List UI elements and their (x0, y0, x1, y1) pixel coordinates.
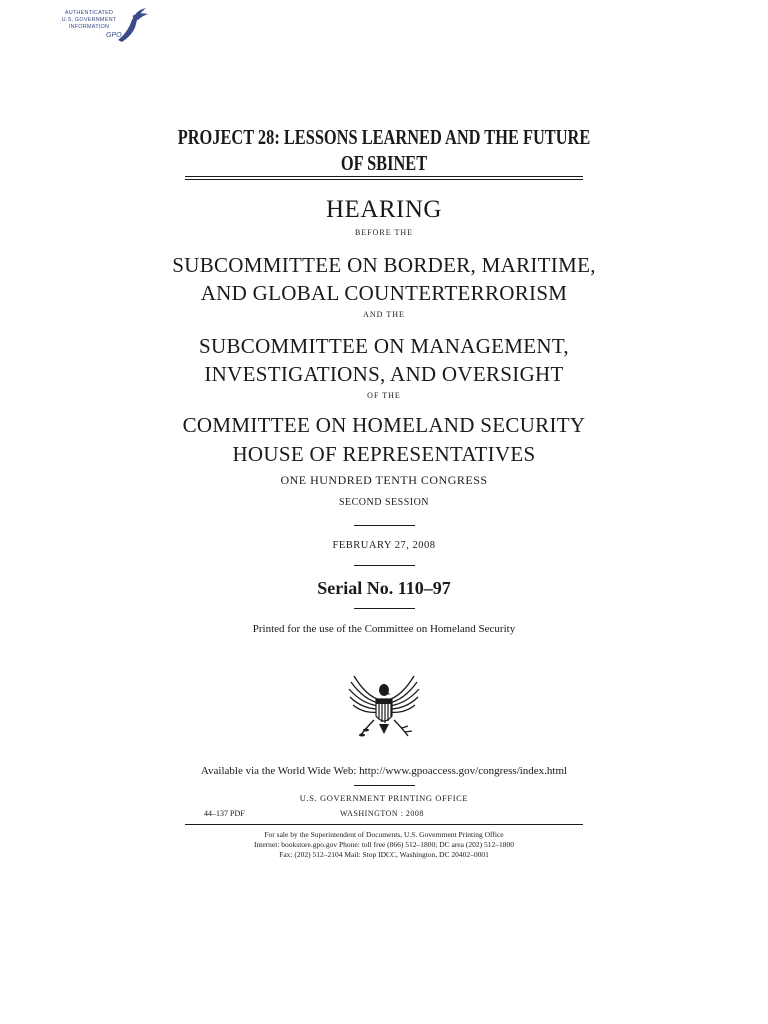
sale-line3: Fax: (202) 512–2104 Mail: Stop IDCC, Washington, DC 20402–0001 (279, 850, 489, 859)
availability-rule (354, 785, 415, 786)
session-rule (354, 525, 415, 526)
availability-note: Available via the World Wide Web: http://www.gpoaccess.gov/congress/index.html (200, 765, 568, 777)
logo-line: AUTHENTICATED (64, 10, 114, 16)
subcommittee-2-line2: INVESTIGATIONS, AND OVERSIGHT (204, 362, 564, 386)
logo-line: U.S. GOVERNMENT (61, 17, 117, 23)
subcommittee-1-line2: AND GLOBAL COUNTERTERRORISM (200, 281, 568, 305)
eagle-swoosh-icon (114, 6, 150, 46)
footer-rule (185, 824, 583, 825)
subcommittee-1-line1: SUBCOMMITTEE ON BORDER, MARITIME, (172, 253, 596, 277)
printer-name: U.S. GOVERNMENT PRINTING OFFICE (299, 793, 469, 803)
printed-for-note: Printed for the use of the Committee on Homeland Security (252, 623, 516, 635)
hearing-heading: HEARING (326, 196, 442, 223)
committee-line2: HOUSE OF REPRESENTATIVES (232, 442, 536, 466)
hearing-date: FEBRUARY 27, 2008 (332, 540, 436, 551)
session-label: SECOND SESSION (338, 497, 430, 508)
imprint-location (340, 809, 424, 818)
before-the-label: BEFORE THE (354, 228, 414, 237)
gpo-authentication-logo (58, 6, 150, 46)
and-the-label: AND THE (363, 310, 405, 319)
sale-line2: Internet: bookstore.gpo.gov Phone: toll free (866) 512–1800; DC area (202) 512–1800 (254, 840, 514, 849)
us-great-seal-eagle-icon (346, 672, 422, 742)
imprint-colon: : (400, 809, 404, 818)
of-the-label: OF THE (367, 391, 401, 400)
document-title-line1: PROJECT 28: LESSONS LEARNED AND THE FUTURE (177, 125, 591, 149)
logo-line: INFORMATION (68, 24, 110, 30)
imprint-city: WASHINGTON (340, 809, 399, 818)
document-title-line2: OF SBINET (340, 151, 428, 175)
title-rule-bottom (185, 179, 583, 180)
sale-line1: For sale by the Superintendent of Documents, U.S. Government Printing Office (264, 830, 504, 839)
serial-number: Serial No. 110–97 (317, 578, 451, 598)
subcommittee-2-line1: SUBCOMMITTEE ON MANAGEMENT, (199, 334, 569, 358)
imprint-year: 2008 (405, 809, 424, 818)
congress-label: ONE HUNDRED TENTH CONGRESS (280, 473, 488, 487)
title-rule-top (185, 176, 583, 177)
committee-line1: COMMITTEE ON HOMELAND SECURITY (182, 413, 586, 437)
pdf-number: 44–137 PDF (204, 809, 245, 818)
date-rule (354, 565, 415, 566)
serial-rule (354, 608, 415, 609)
logo-mark: GPO (106, 32, 122, 39)
